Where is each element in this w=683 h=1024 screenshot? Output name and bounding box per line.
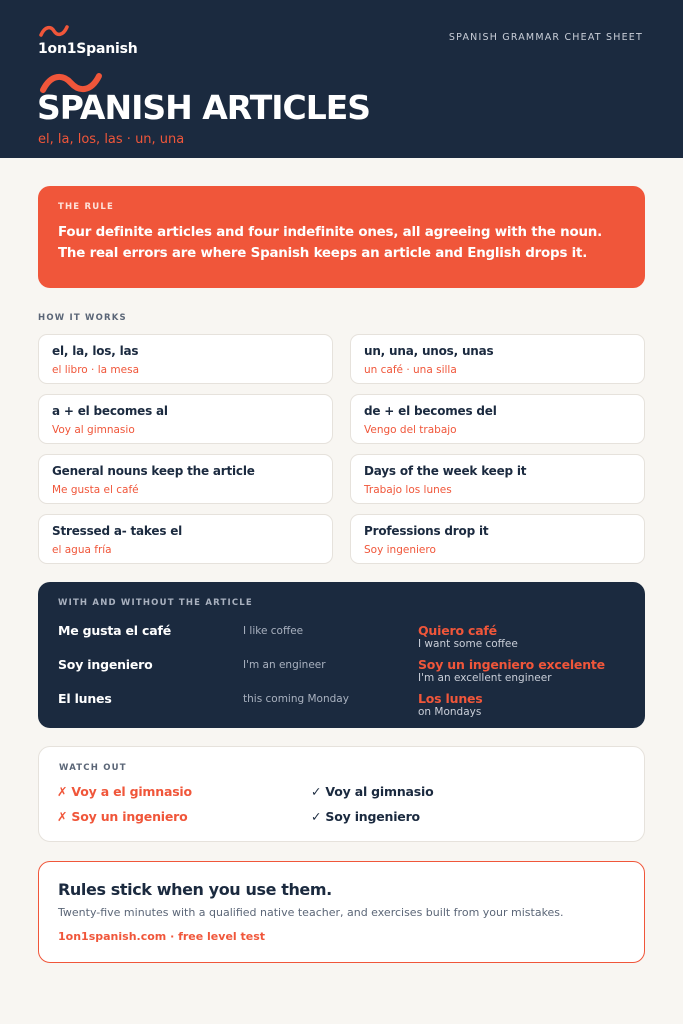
rule-card-title: Professions drop it bbox=[364, 524, 489, 538]
rule-card-example: Soy ingeniero bbox=[364, 544, 436, 556]
rule-card bbox=[38, 334, 333, 384]
comparison-box bbox=[38, 582, 645, 728]
cta-box bbox=[38, 861, 645, 963]
cta-title: Rules stick when you use them. bbox=[58, 880, 332, 899]
logo-squiggle-icon bbox=[38, 24, 70, 38]
rule-card bbox=[350, 334, 645, 384]
rule-card-example: Vengo del trabajo bbox=[364, 424, 457, 436]
comparison-spanish: Me gusta el café bbox=[58, 623, 171, 638]
rule-card bbox=[350, 394, 645, 444]
comparison-alt-spanish: Soy un ingeniero excelente bbox=[418, 657, 605, 672]
rule-card bbox=[350, 514, 645, 564]
correct-example: ✓ Soy ingeniero bbox=[311, 809, 420, 824]
comparison-english: I'm an engineer bbox=[243, 659, 326, 671]
rule-card-example: el libro · la mesa bbox=[52, 364, 140, 376]
rule-card bbox=[38, 514, 333, 564]
comparison-alt-spanish: Quiero café bbox=[418, 623, 497, 638]
how-it-works-label: HOW IT WORKS bbox=[38, 313, 127, 323]
cta-text: Twenty-five minutes with a qualified native teacher, and exercises built from your mistakes. bbox=[58, 906, 564, 919]
wrong-example: ✗ Voy a el gimnasio bbox=[57, 784, 192, 799]
rule-card bbox=[38, 394, 333, 444]
rule-card bbox=[38, 454, 333, 504]
brand-logo[interactable]: 1on1Spanish bbox=[38, 41, 138, 57]
rule-card-title: Stressed a- takes el bbox=[52, 524, 183, 538]
rule-card-title: el, la, los, las bbox=[52, 344, 139, 358]
rule-text: Four definite articles and four indefinite ones, all agreeing with the noun. The real errors are where Spanish keeps an article and English drops it. bbox=[58, 225, 603, 261]
comparison-alt-english: I'm an excellent engineer bbox=[418, 672, 552, 684]
sheet-label: SPANISH GRAMMAR CHEAT SHEET bbox=[448, 32, 643, 43]
page-title: SPANISH ARTICLES bbox=[37, 88, 371, 127]
comparison-alt-spanish: Los lunes bbox=[418, 691, 483, 706]
correct-example: ✓ Voy al gimnasio bbox=[311, 784, 434, 799]
cta-link[interactable]: 1on1spanish.com · free level test bbox=[58, 930, 266, 943]
page-subtitle: el, la, los, las · un, una bbox=[38, 132, 185, 147]
rule-card-title: Days of the week keep it bbox=[364, 464, 527, 478]
rule-card-title: a + el becomes al bbox=[52, 404, 168, 418]
rule-label: THE RULE bbox=[58, 202, 114, 212]
rule-card-title: un, una, unos, unas bbox=[364, 344, 494, 358]
comparison-label: WITH AND WITHOUT THE ARTICLE bbox=[58, 598, 253, 608]
rule-card bbox=[350, 454, 645, 504]
rule-card-example: un café · una silla bbox=[364, 364, 457, 376]
watch-out-box bbox=[38, 746, 645, 842]
rule-card-title: General nouns keep the article bbox=[52, 464, 255, 478]
comparison-alt-english: on Mondays bbox=[418, 706, 482, 718]
rule-card-example: Trabajo los lunes bbox=[364, 484, 452, 496]
comparison-spanish: Soy ingeniero bbox=[58, 657, 153, 672]
wrong-example: ✗ Soy un ingeniero bbox=[57, 809, 188, 824]
watch-out-label: WATCH OUT bbox=[59, 763, 127, 773]
comparison-english: I like coffee bbox=[243, 625, 304, 637]
comparison-alt-english: I want some coffee bbox=[418, 638, 518, 650]
rule-card-title: de + el becomes del bbox=[364, 404, 497, 418]
comparison-spanish: El lunes bbox=[58, 691, 112, 706]
rule-card-example: el agua fría bbox=[52, 544, 112, 556]
rule-card-example: Voy al gimnasio bbox=[52, 424, 135, 436]
comparison-english: this coming Monday bbox=[243, 693, 349, 705]
rule-box bbox=[38, 186, 645, 288]
rule-card-example: Me gusta el café bbox=[52, 484, 139, 496]
page-header bbox=[0, 0, 683, 158]
